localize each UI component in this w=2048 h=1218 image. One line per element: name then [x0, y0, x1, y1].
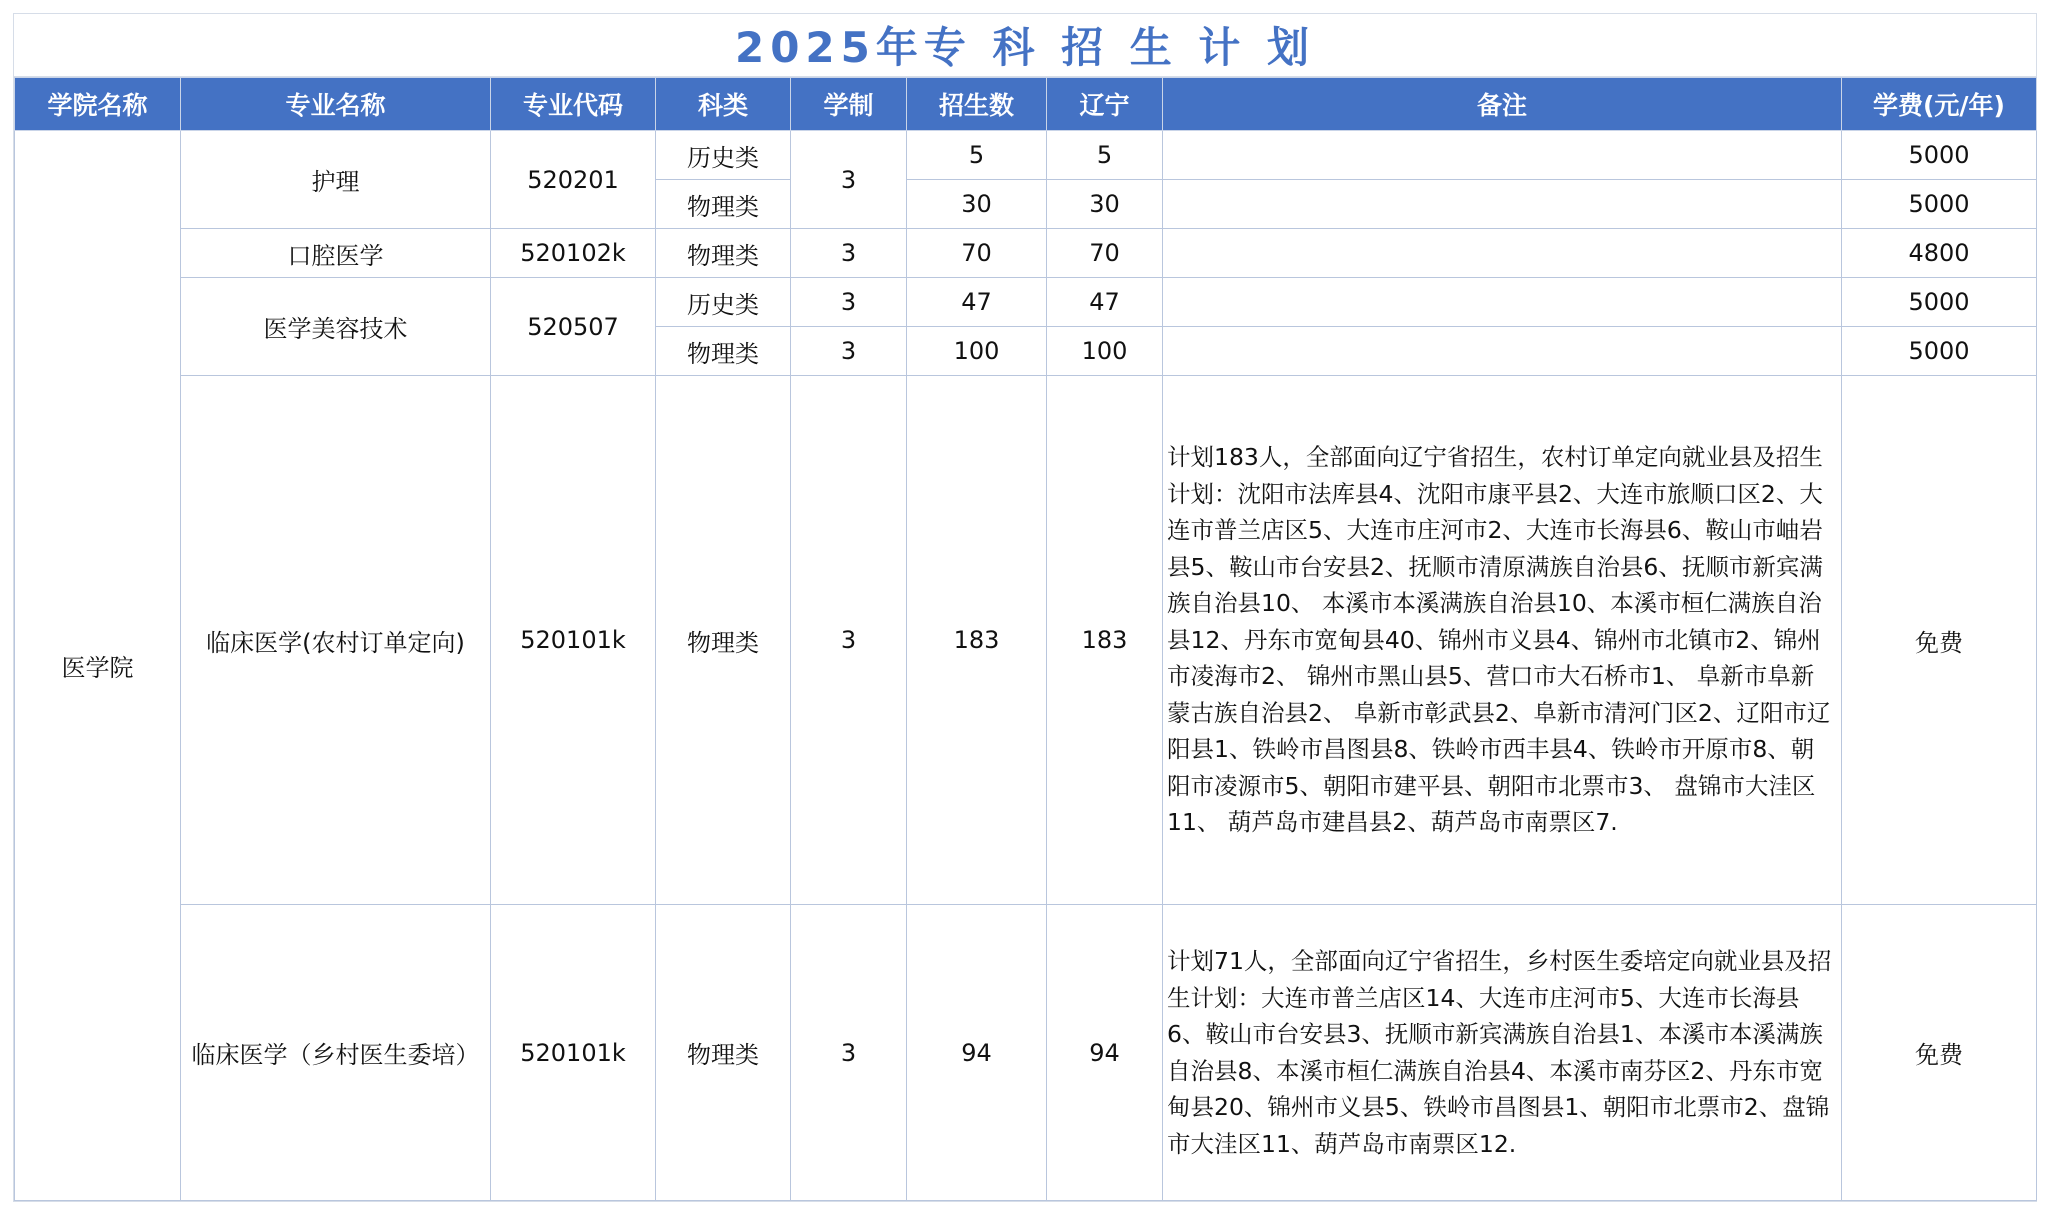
header-fee: 学费(元/年) [1842, 78, 2037, 131]
enroll: 47 [907, 278, 1047, 327]
enrollment-plan-sheet [13, 13, 2037, 1202]
note [1163, 327, 1842, 376]
major-name: 临床医学（乡村医生委培） [181, 905, 491, 1201]
major-code: 520101k [491, 905, 656, 1201]
years: 3 [791, 229, 907, 278]
header-major: 专业名称 [181, 78, 491, 131]
enroll: 30 [907, 180, 1047, 229]
page-title: 2025年专 科 招 生 计 划 [14, 14, 2036, 77]
note [1163, 180, 1842, 229]
liaoning: 47 [1047, 278, 1163, 327]
major-name: 护理 [181, 131, 491, 229]
table-row [15, 905, 2037, 1201]
enroll: 5 [907, 131, 1047, 180]
major-name: 口腔医学 [181, 229, 491, 278]
category: 物理类 [656, 327, 791, 376]
years: 3 [791, 905, 907, 1201]
note: 计划183人，全部面向辽宁省招生，农村订单定向就业县及招生计划：沈阳市法库县4、沈阳市康平县2、大连市旅顺口区2、大连市普兰店区5、大连市庄河市2、大连市长海县6、鞍山市岫岩县5、鞍山市台安县2、抚顺市清原满族自治县6、抚顺市新宾满族自治县10、 本溪市本溪满族自治县10、本溪市桓仁满族自治县12、丹东市宽甸县40、锦州市义县4、锦州市北镇市2、锦州市凌海市2、 锦州市黑山县5、营口市大石桥市1、 阜新市阜新蒙古族自治县2、 阜新市彰武县2、阜新市清河门区2、辽阳市辽阳县1、铁岭市昌图县8、铁岭市西丰县4、铁岭市开原市8、朝阳市凌源市5、朝阳市建平县、朝阳市北票市3、 盘锦市大洼区11、 葫芦岛市建昌县2、葫芦岛市南票区7. [1163, 376, 1842, 905]
liaoning: 183 [1047, 376, 1163, 905]
major-code: 520101k [491, 376, 656, 905]
liaoning: 5 [1047, 131, 1163, 180]
college-cell: 医学院 [15, 131, 181, 1201]
header-liaoning: 辽宁 [1047, 78, 1163, 131]
header-years: 学制 [791, 78, 907, 131]
note [1163, 131, 1842, 180]
major-name: 临床医学(农村订单定向) [181, 376, 491, 905]
header-row [15, 78, 2037, 131]
fee: 5000 [1842, 180, 2037, 229]
category: 历史类 [656, 131, 791, 180]
years: 3 [791, 278, 907, 327]
table-row [15, 376, 2037, 905]
category: 物理类 [656, 180, 791, 229]
note: 计划71人，全部面向辽宁省招生，乡村医生委培定向就业县及招生计划：大连市普兰店区14、大连市庄河市5、大连市长海县6、鞍山市台安县3、抚顺市新宾满族自治县1、本溪市本溪满族自治县8、本溪市桓仁满族自治县4、本溪市南芬区2、丹东市宽甸县20、锦州市义县5、铁岭市昌图县1、朝阳市北票市2、盘锦市大洼区11、葫芦岛市南票区12. [1163, 905, 1842, 1201]
major-code: 520507 [491, 278, 656, 376]
major-name: 医学美容技术 [181, 278, 491, 376]
category: 物理类 [656, 376, 791, 905]
years: 3 [791, 376, 907, 905]
table-row [15, 278, 2037, 327]
enroll: 100 [907, 327, 1047, 376]
header-category: 科类 [656, 78, 791, 131]
fee: 4800 [1842, 229, 2037, 278]
fee: 5000 [1842, 131, 2037, 180]
years: 3 [791, 327, 907, 376]
fee: 5000 [1842, 278, 2037, 327]
note [1163, 278, 1842, 327]
liaoning: 100 [1047, 327, 1163, 376]
header-enroll: 招生数 [907, 78, 1047, 131]
liaoning: 70 [1047, 229, 1163, 278]
liaoning: 94 [1047, 905, 1163, 1201]
enroll: 70 [907, 229, 1047, 278]
category: 物理类 [656, 905, 791, 1201]
major-code: 520102k [491, 229, 656, 278]
category: 历史类 [656, 278, 791, 327]
header-note: 备注 [1163, 78, 1842, 131]
fee: 免费 [1842, 905, 2037, 1201]
enroll: 94 [907, 905, 1047, 1201]
table-row [15, 229, 2037, 278]
note [1163, 229, 1842, 278]
major-code: 520201 [491, 131, 656, 229]
fee: 免费 [1842, 376, 2037, 905]
enroll: 183 [907, 376, 1047, 905]
liaoning: 30 [1047, 180, 1163, 229]
years: 3 [791, 131, 907, 229]
header-code: 专业代码 [491, 78, 656, 131]
enrollment-table [14, 77, 2037, 1201]
fee: 5000 [1842, 327, 2037, 376]
category: 物理类 [656, 229, 791, 278]
table-row [15, 131, 2037, 180]
header-college: 学院名称 [15, 78, 181, 131]
